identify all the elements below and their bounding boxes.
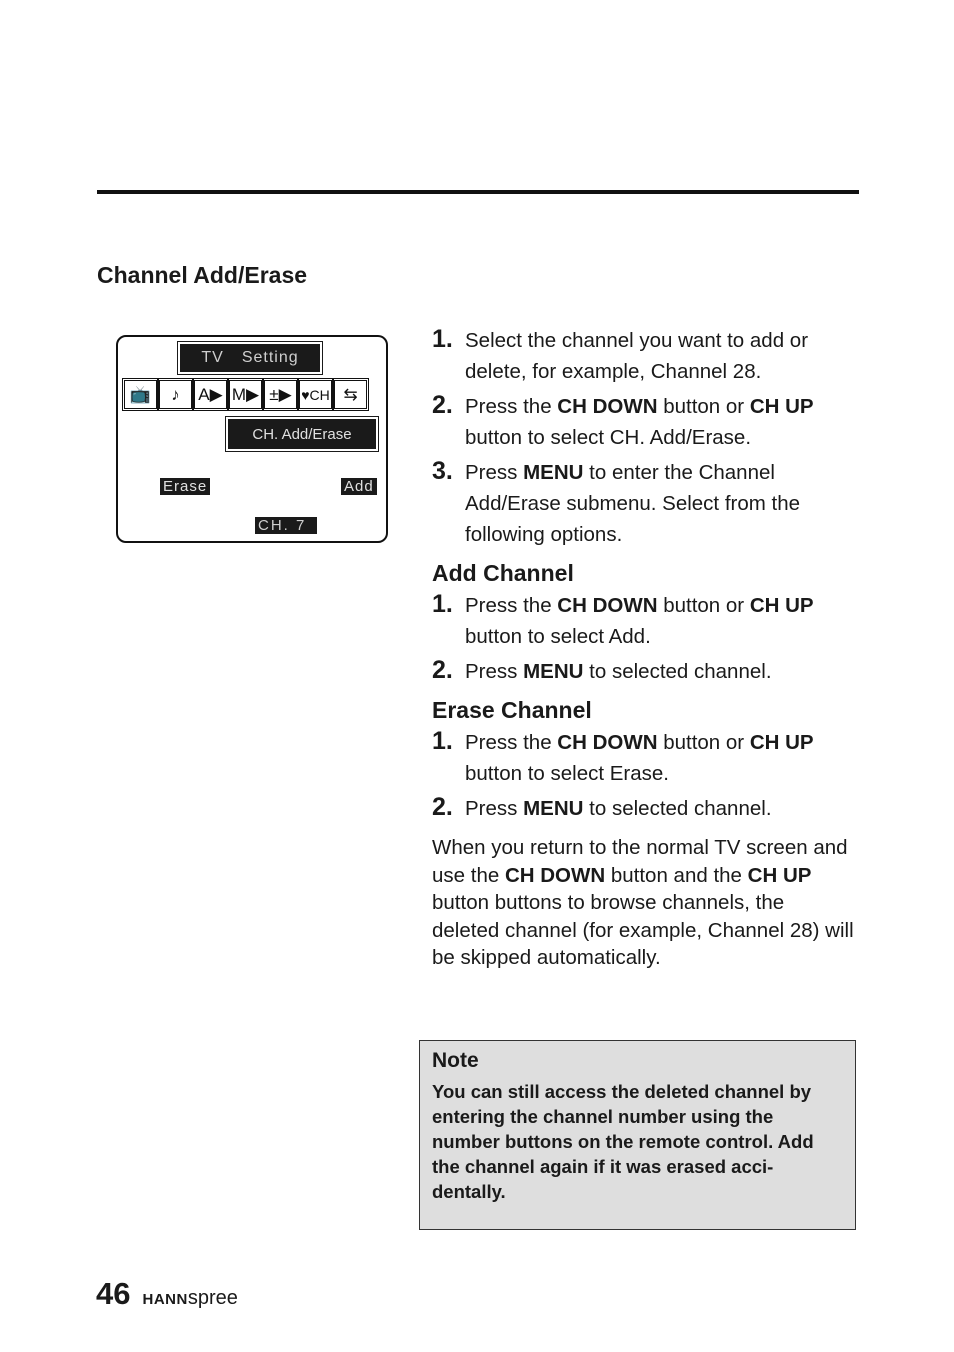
osd-option-erase: Erase bbox=[160, 478, 210, 495]
header-rule bbox=[97, 190, 859, 194]
note-body: You can still access the deleted channel by entering the channel number using the number buttons on the remote control. Add the channel again if it was erased acci-dentally. bbox=[432, 1081, 814, 1202]
key-ch-up: CH UP bbox=[749, 731, 814, 754]
step-text: button to select Add. bbox=[465, 625, 651, 648]
note-box bbox=[419, 1040, 856, 1230]
step-text: Select the channel you want to add or delete, for example, Channel 28. bbox=[465, 329, 809, 383]
section-title: Channel Add/Erase bbox=[97, 262, 308, 288]
intro-step-3 bbox=[432, 457, 857, 550]
key-ch-down: CH DOWN bbox=[557, 594, 658, 617]
step-text: button to select CH. Add/Erase. bbox=[465, 426, 752, 449]
step-number: 1. bbox=[432, 727, 453, 755]
key-ch-down: CH DOWN bbox=[504, 863, 606, 887]
step-text: Press the bbox=[465, 731, 558, 754]
step-text: to selected channel. bbox=[583, 797, 772, 820]
step-text: button or bbox=[657, 731, 750, 754]
tv-icon: 📺 bbox=[124, 380, 157, 409]
add-step-2 bbox=[432, 656, 857, 687]
key-ch-up: CH UP bbox=[749, 395, 814, 418]
step-text: button to select Erase. bbox=[465, 762, 669, 785]
osd-channel: CH. 7 bbox=[255, 517, 317, 534]
note-title: Note bbox=[432, 1049, 479, 1072]
brand-logo bbox=[142, 1287, 237, 1310]
osd-icon-bar bbox=[124, 380, 367, 409]
para-text: When you return to the normal TV screen and use the bbox=[432, 836, 848, 887]
key-menu: MENU bbox=[523, 797, 584, 820]
step-number: 2. bbox=[432, 656, 453, 684]
osd-title-left: TV bbox=[201, 349, 224, 366]
fine-tune-icon: ±▶ bbox=[264, 380, 297, 409]
osd-title-right: Setting bbox=[241, 349, 299, 366]
closing-paragraph bbox=[432, 834, 857, 972]
key-ch-up: CH UP bbox=[749, 594, 814, 617]
osd-option-add: Add bbox=[341, 478, 377, 495]
step-text: Press the bbox=[465, 395, 558, 418]
step-text: Press the bbox=[465, 594, 558, 617]
step-text: button or bbox=[657, 594, 750, 617]
key-ch-down: CH DOWN bbox=[557, 731, 658, 754]
step-number: 2. bbox=[432, 391, 453, 419]
step-text: to enter the Channel Add/Erase submenu. Select from the following options. bbox=[465, 461, 801, 546]
ear-icon: ♪ bbox=[159, 380, 192, 409]
step-text: button or bbox=[657, 395, 750, 418]
step-text: Press bbox=[465, 660, 524, 683]
brand-regular: spree bbox=[187, 1287, 238, 1309]
add-channel-heading: Add Channel bbox=[432, 560, 574, 586]
step-text: Press bbox=[465, 461, 524, 484]
key-menu: MENU bbox=[523, 461, 584, 484]
para-text: button and the bbox=[605, 863, 748, 887]
intro-step-1 bbox=[432, 325, 857, 387]
key-menu: MENU bbox=[523, 660, 584, 683]
osd-menu-figure bbox=[116, 335, 388, 543]
step-text: to selected channel. bbox=[583, 660, 772, 683]
step-number: 1. bbox=[432, 590, 453, 618]
channel-swap-icon: ⇆ bbox=[334, 380, 367, 409]
favorite-channel-icon: ♥CH bbox=[299, 380, 332, 409]
erase-channel-heading: Erase Channel bbox=[432, 697, 592, 723]
auto-icon: A▶ bbox=[194, 380, 227, 409]
step-number: 1. bbox=[432, 325, 453, 353]
step-number: 3. bbox=[432, 457, 453, 485]
para-text: button buttons to browse channels, the deleted channel (for example, Channel 28) will be skipped automatically. bbox=[432, 891, 854, 969]
brand-bold: HANN bbox=[142, 1291, 188, 1308]
intro-step-2 bbox=[432, 391, 857, 453]
key-ch-up: CH UP bbox=[747, 863, 812, 887]
osd-title bbox=[180, 344, 320, 372]
erase-step-2 bbox=[432, 793, 857, 824]
page-footer bbox=[96, 1276, 238, 1312]
step-text: Press bbox=[465, 797, 524, 820]
add-step-1 bbox=[432, 590, 857, 652]
key-ch-down: CH DOWN bbox=[557, 395, 658, 418]
page-number: 46 bbox=[96, 1276, 131, 1311]
manual-icon: M▶ bbox=[229, 380, 262, 409]
erase-step-1 bbox=[432, 727, 857, 789]
step-number: 2. bbox=[432, 793, 453, 821]
osd-submenu: CH. Add/Erase bbox=[228, 419, 376, 449]
instructions-column bbox=[432, 325, 857, 992]
